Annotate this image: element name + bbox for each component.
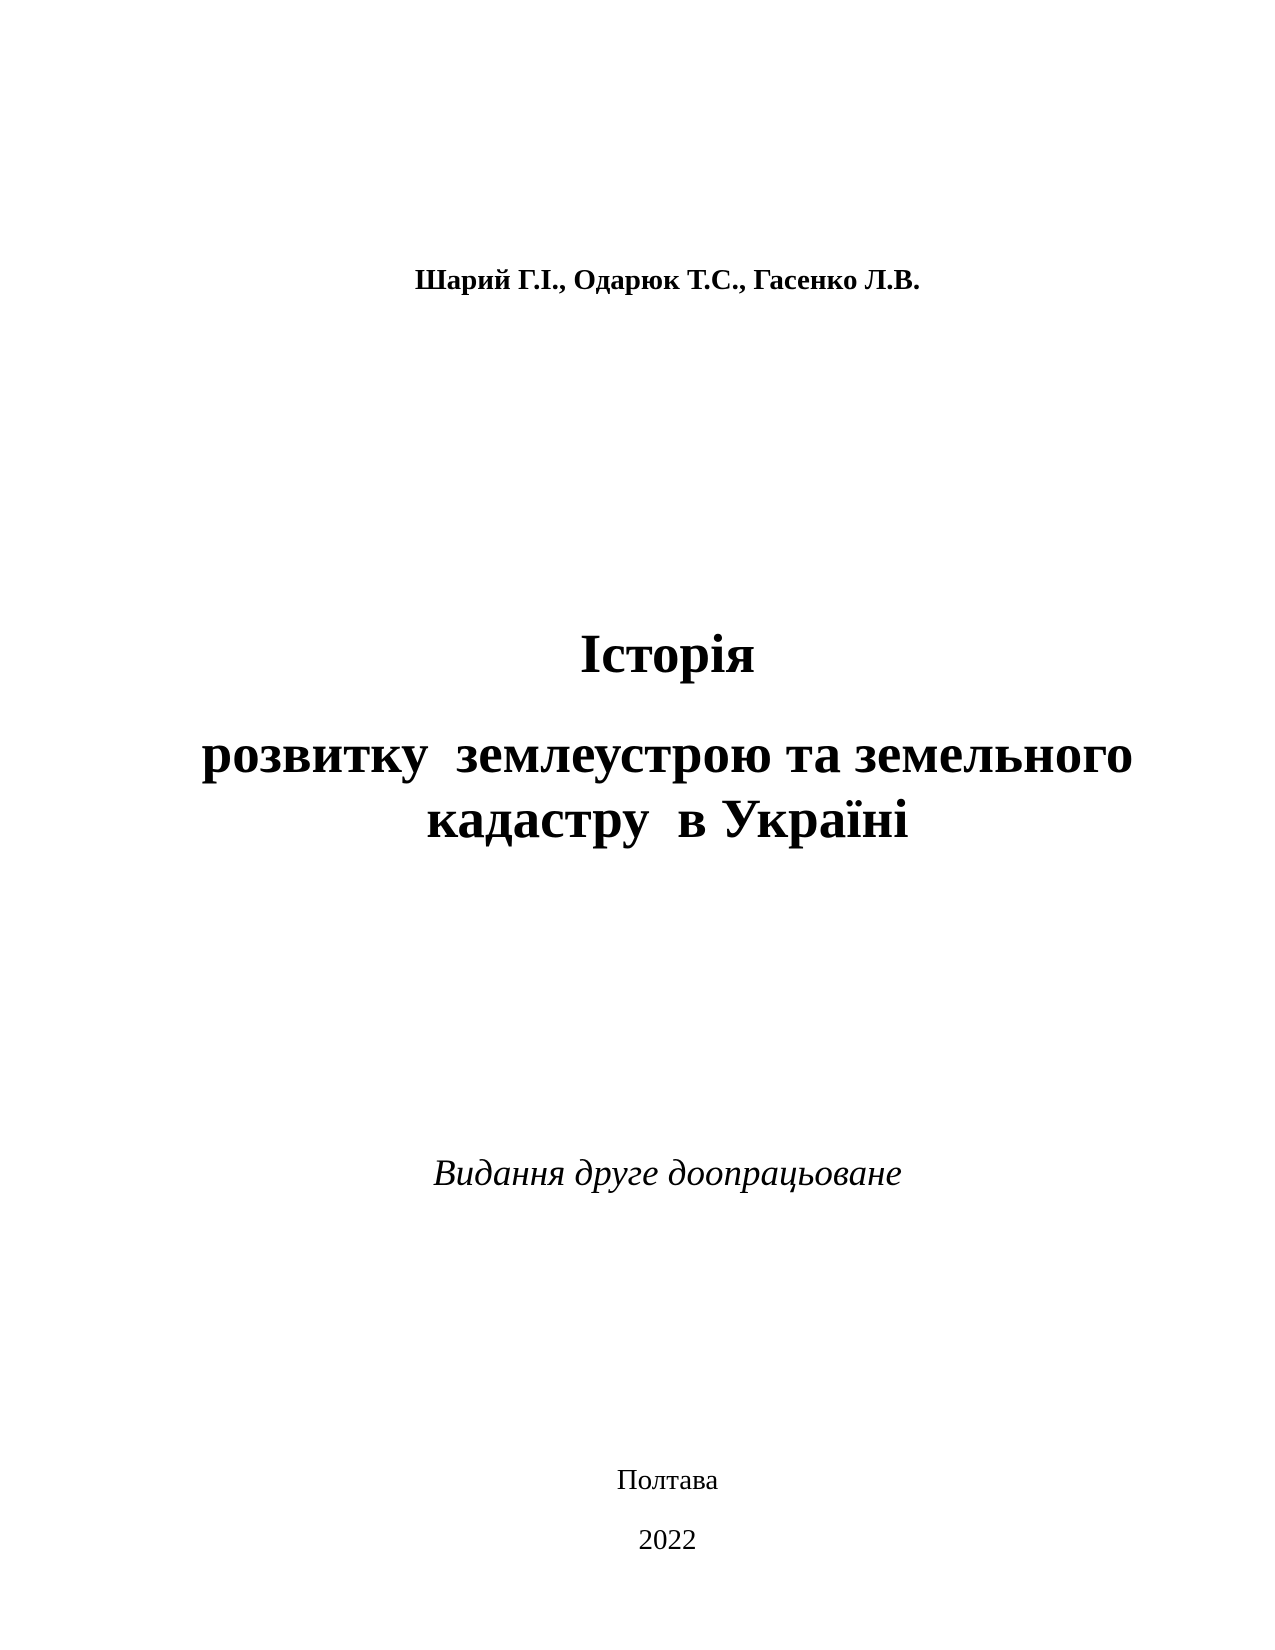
authors-line: Шарий Г.І., Одарюк Т.С., Гасенко Л.В. (414, 264, 921, 296)
edition-note: Видання друге доопрацьоване (433, 1153, 902, 1194)
publication-city: Полтава (616, 1464, 719, 1496)
publication-year: 2022 (638, 1524, 697, 1556)
book-title-line-3: кадастру в Україні (426, 788, 909, 849)
book-title-line-1: Історія (579, 623, 756, 684)
book-title-line-2: розвитку землеустрою та земельного (201, 723, 1134, 784)
